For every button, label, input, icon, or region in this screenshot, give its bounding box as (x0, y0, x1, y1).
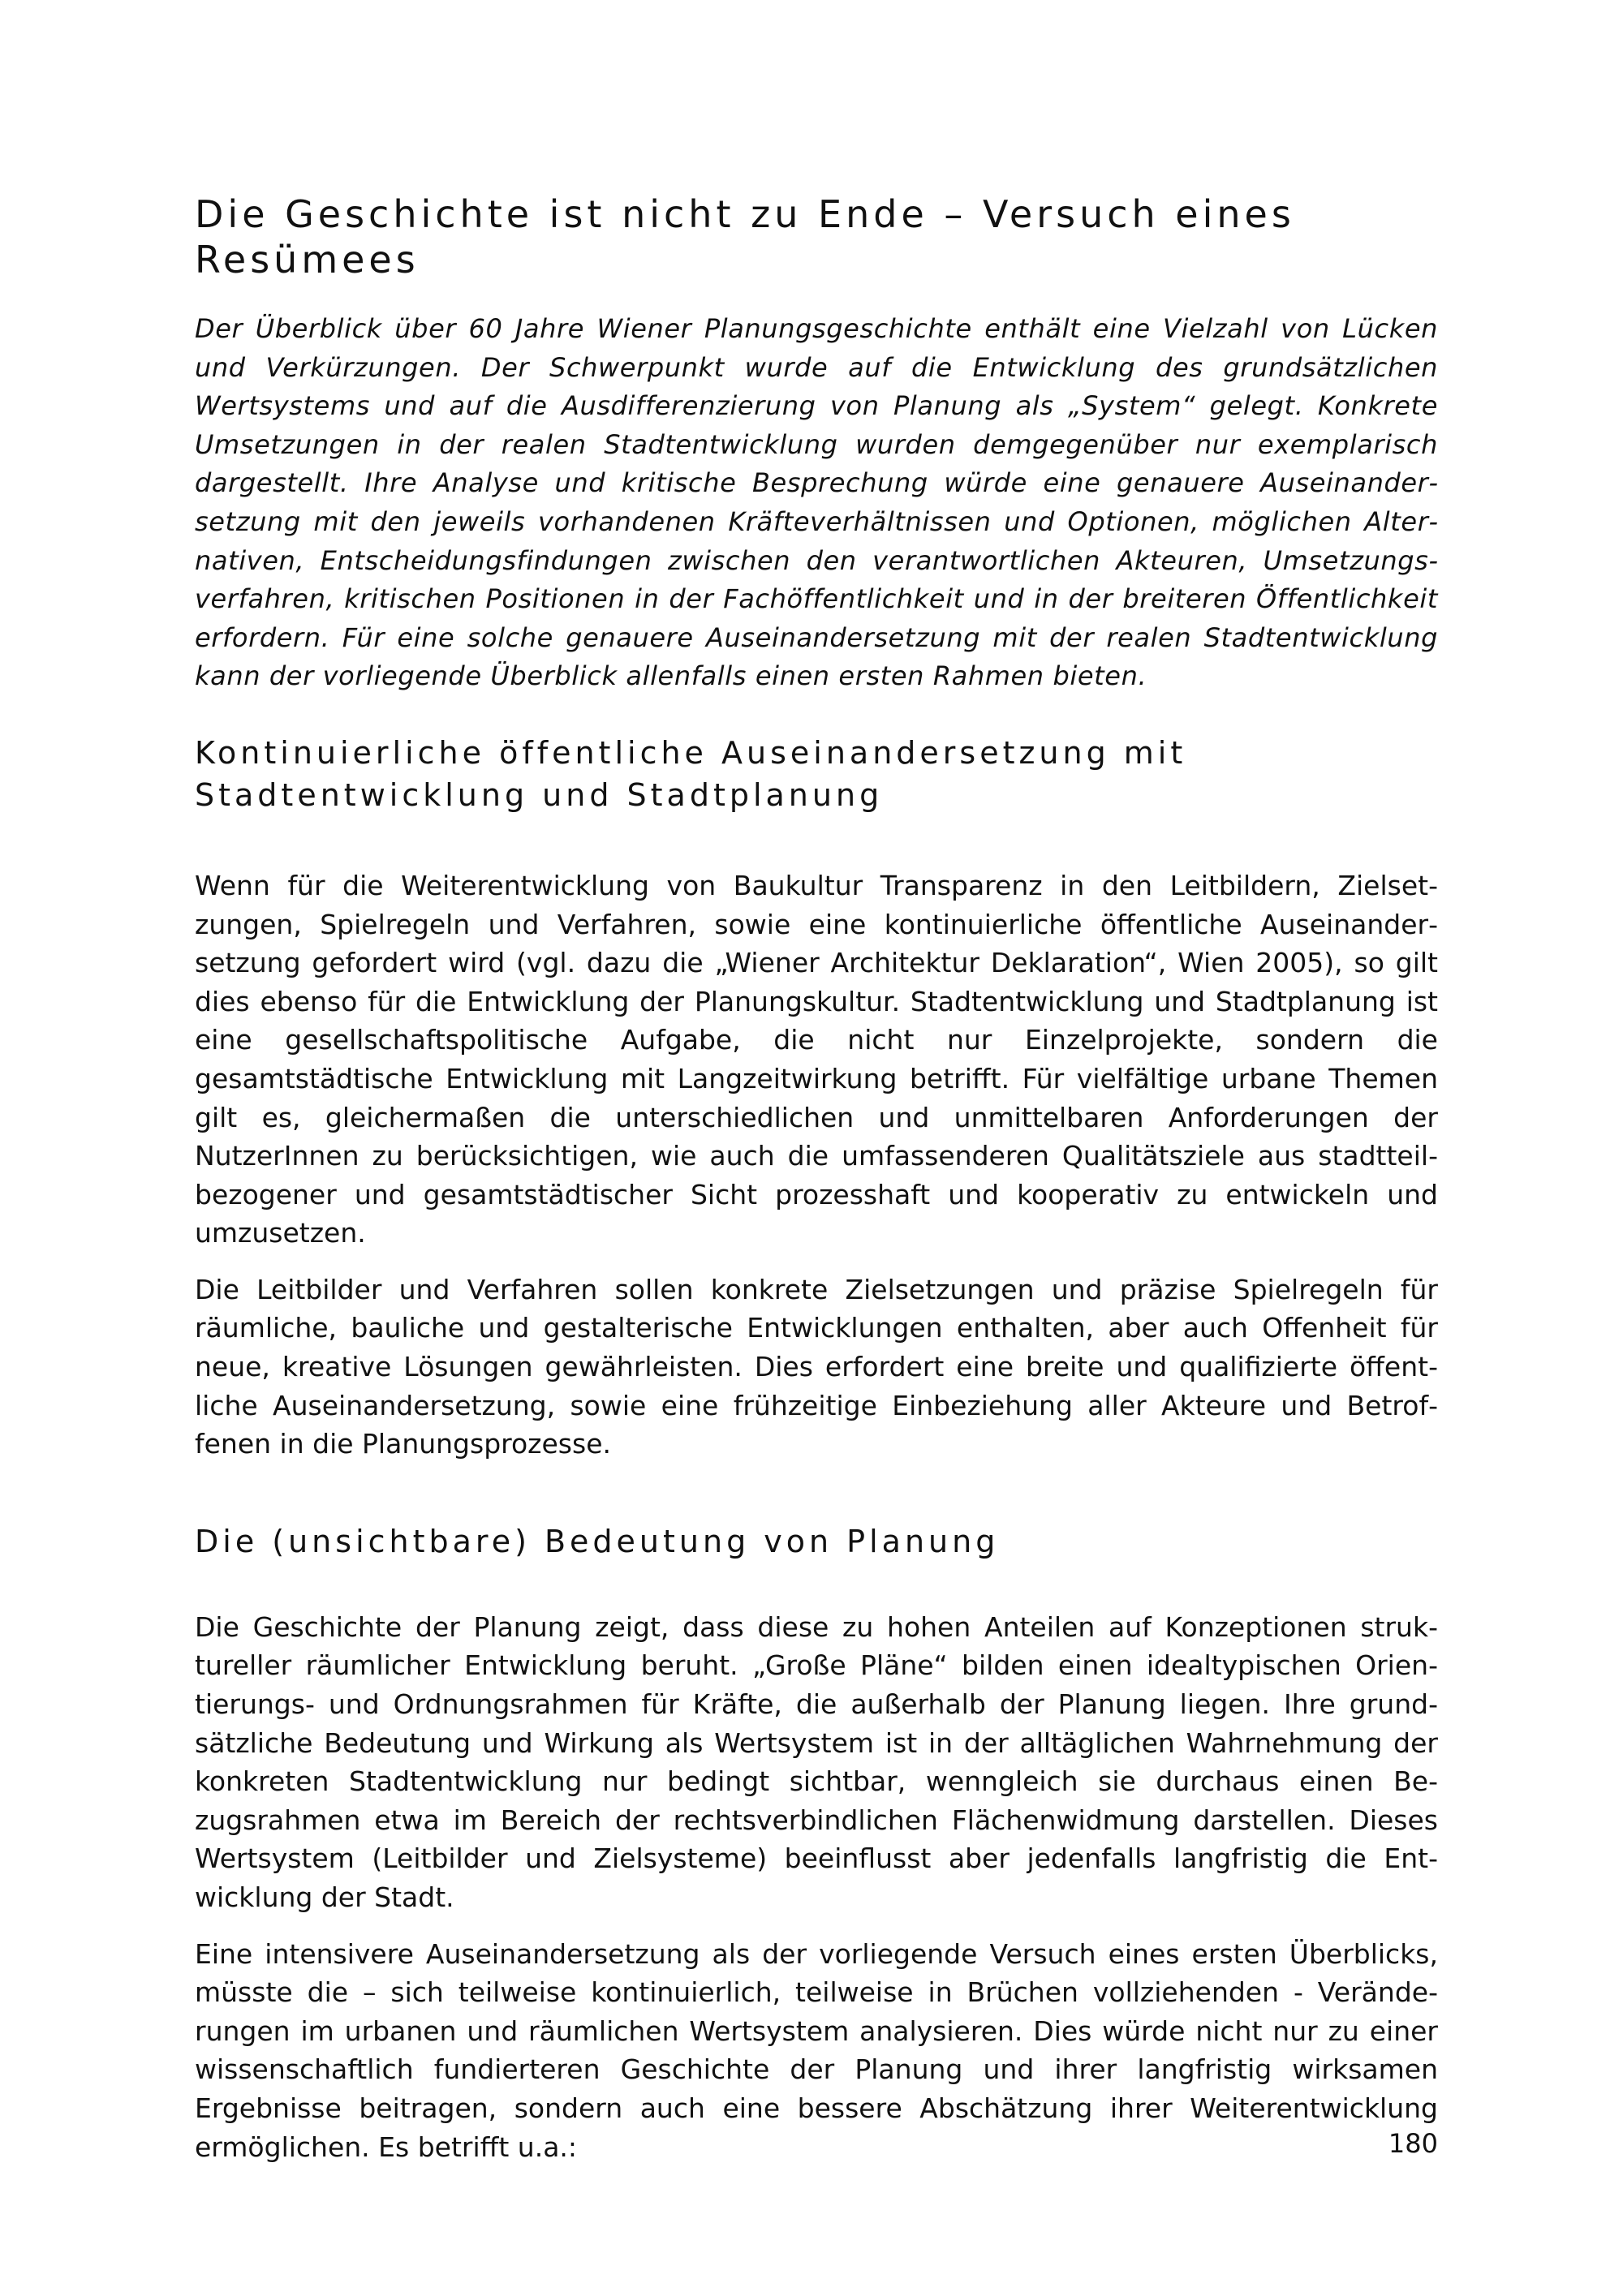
page-content (195, 191, 1438, 2166)
page-title: Die Geschichte ist nicht zu Ende – Versuch eines Resümees (195, 192, 1295, 282)
body-paragraph: Die Leitbilder und Verfahren sollen konkrete Zielsetzungen und präzise Spielregeln für räumliche, bauliche und gestalterische Entwicklungen enthalten, aber auch Offenheit für neue, kreative Lösungen gewährleisten. Dies erfordert eine breite und qualifizierte öffentliche Auseinandersetzung, sowie eine frühzeitige Einbeziehung aller Akteure und Betroffenen in die Planungsprozesse. (195, 1273, 1438, 1460)
abstract-paragraph: Der Überblick über 60 Jahre Wiener Planungsgeschichte enthält eine Vielzahl von Lücken und Verkürzungen. Der Schwerpunkt wurde auf die Entwicklung des grundsätzlichen Wertsystems und auf die Ausdifferenzierung von Planung als „System“ gelegt. Konkrete Umsetzungen in der realen Stadtentwicklung wurden demgegenüber nur exemplarisch dargestellt. Ihre Analyse und kritische Besprechung würde eine genauere Auseinandersetzung mit den jeweils vorhandenen Kräfteverhältnissen und Optionen, möglichen Alternativen, Entscheidungsfindungen zwischen den verantwortlichen Akteuren, Umsetzungsverfahren, kritischen Positionen in der Fachöffentlichkeit und in der breiteren Öffentlichkeit erfordern. Für eine solche genauere Auseinandersetzung mit der realen Stadtentwicklung kann der vorliegende Überblick allenfalls einen ersten Rahmen bieten. (195, 313, 1438, 692)
body-paragraph: Wenn für die Weiterentwicklung von Baukultur Transparenz in den Leitbildern, Zielsetzungen, Spielregeln und Verfahren, sowie eine kontinuierliche öffentliche Auseinandersetzung gefordert wird (vgl. dazu die „Wiener Architektur Deklaration“, Wien 2005), so gilt dies ebenso für die Entwicklung der Planungskultur. Stadtentwicklung und Stadtplanung ist eine gesellschaftspolitische Aufgabe, die nicht nur Einzelprojekte, sondern die gesamtstädtische Entwicklung mit Langzeitwirkung betrifft. Für vielfältige urbane Themen gilt es, gleichermaßen die unterschiedlichen und unmittelbaren Anforderungen der NutzerInnen zu berücksichtigen, wie auch die umfassenderen Qualitätsziele aus stadtteilbezogener und gesamtstädtischer Sicht prozesshaft und kooperativ zu entwickeln und umzusetzen. (195, 869, 1438, 1249)
section-heading-significance-of-planning: Die (unsichtbare) Bedeutung von Planung (195, 1523, 1000, 1559)
section-heading-public-discussion: Kontinuierliche öffentliche Auseinandersetzung mit Stadtentwicklung und Stadtplanung (195, 734, 1187, 813)
body-paragraph: Die Geschichte der Planung zeigt, dass diese zu hohen Anteilen auf Konzeptionen struktureller räumlicher Entwicklung beruht. „Große Pläne“ bilden einen idealtypischen Orientierungs- und Ordnungsrahmen für Kräfte, die außerhalb der Planung liegen. Ihre grundsätzliche Bedeutung und Wirkung als Wertsystem ist in der alltäglichen Wahrnehmung der konkreten Stadtentwicklung nur bedingt sichtbar, wenngleich sie durchaus einen Bezugsrahmen etwa im Bereich der rechtsverbindlichen Flächenwidmung darstellen. Dieses Wertsystem (Leitbilder und Zielsysteme) beeinflusst aber jedenfalls langfristig die Entwicklung der Stadt. (195, 1610, 1438, 1913)
body-paragraph: Eine intensivere Auseinandersetzung als der vorliegende Versuch eines ersten Überblicks, müsste die – sich teilweise kontinuierlich, teilweise in Brüchen vollziehenden - Veränderungen im urbanen und räumlichen Wertsystem analysieren. Dies würde nicht nur zu einer wissenschaftlich fundierteren Geschichte der Planung und ihrer langfristig wirksamen Ergebnisse beitragen, sondern auch eine bessere Abschätzung ihrer Weiterentwicklung ermöglichen. Es betrifft u.a.: (195, 1937, 1438, 2163)
page-number: 180 (1388, 2128, 1438, 2159)
